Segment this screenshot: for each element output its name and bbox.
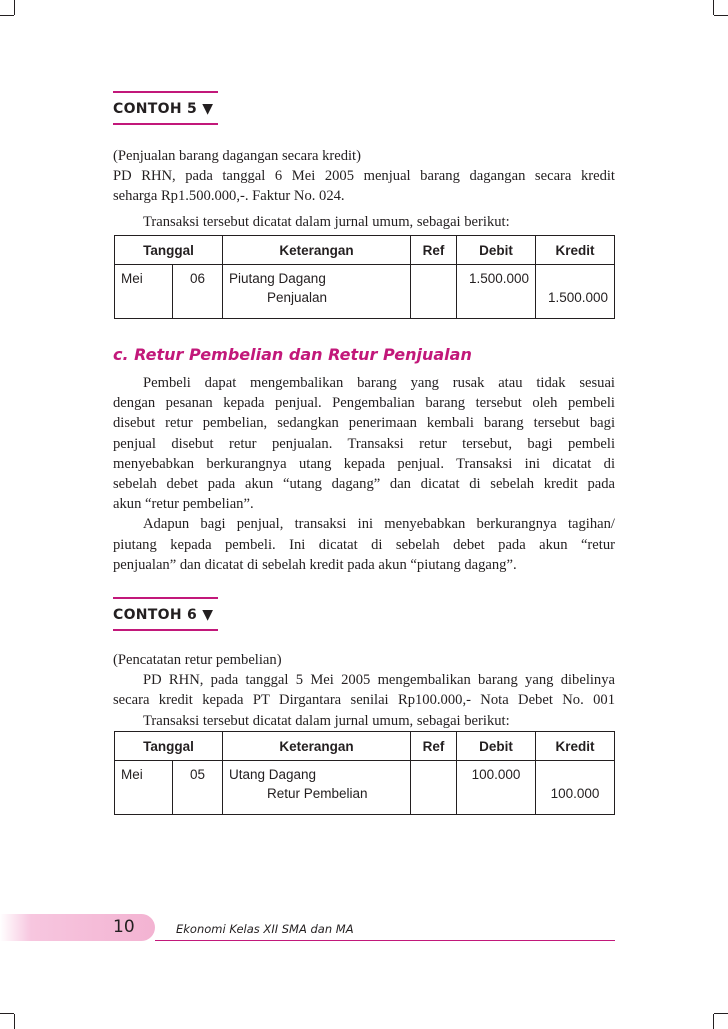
footer-rule	[155, 940, 615, 941]
table-header-row	[115, 732, 615, 761]
header-tanggal: Tanggal	[115, 732, 223, 761]
heading-rule-bottom	[113, 629, 218, 631]
crop-mark-bottom-right-h	[714, 1013, 728, 1014]
crop-mark-top-left-h	[0, 15, 14, 16]
paragraph-line: piutang kepada pembeli. Ini dicatat di sebelah debet pada akun “retur	[113, 536, 615, 553]
header-ref: Ref	[411, 236, 457, 265]
heading-rule-bottom	[113, 123, 218, 125]
paragraph-line: penjualan” dan dicatat di sebelah kredit pada akun “piutang dagang”.	[113, 556, 517, 573]
example-5-intro: Transaksi tersebut dicatat dalam jurnal umum, sebagai berikut:	[143, 214, 510, 230]
debit-account: Piutang Dagang	[229, 271, 326, 286]
header-kredit: Kredit	[536, 732, 615, 761]
journal-table-example-5	[114, 235, 615, 319]
cell-month: Mei	[115, 265, 173, 319]
page-number: 10	[113, 917, 135, 937]
section-c-title: c. Retur Pembelian dan Retur Penjualan	[113, 345, 472, 364]
example-6-heading: CONTOH 6 ▼	[113, 607, 214, 623]
book-title: Ekonomi Kelas XII SMA dan MA	[176, 922, 354, 936]
example-6-line: Transaksi tersebut dicatat dalam jurnal umum, sebagai berikut:	[143, 712, 510, 729]
paragraph-line: disebut retur pembelian, sedangkan penerimaan kembali barang tersebut bagi	[113, 415, 615, 432]
example-5-line: seharga Rp1.500.000,-. Faktur No. 024.	[113, 188, 345, 205]
crop-mark-top-right-h	[714, 15, 728, 16]
credit-amount: 100.000	[550, 786, 600, 801]
crop-mark-bottom-left-h	[0, 1013, 14, 1014]
cell-keterangan	[223, 761, 411, 815]
paragraph-line: akun “retur pembelian”.	[113, 496, 254, 513]
crop-mark-bottom-left-v	[14, 1014, 15, 1029]
cell-debit: 1.500.000	[457, 265, 536, 319]
credit-account: Penjualan	[267, 290, 328, 305]
header-keterangan: Keterangan	[223, 732, 411, 761]
cell-kredit	[536, 761, 615, 815]
example-6-description	[113, 650, 615, 731]
example-6-line: PD RHN, pada tanggal 5 Mei 2005 mengembalikan barang yang dibelinya	[143, 672, 615, 689]
cell-day: 06	[173, 265, 223, 319]
section-c-paragraph-1	[113, 373, 615, 575]
header-debit: Debit	[457, 732, 536, 761]
cell-debit: 100.000	[457, 761, 536, 815]
paragraph-line: dengan pesanan kepada penjual. Pengembalian barang tersebut oleh pembeli	[113, 395, 615, 412]
example-5-intro-block	[113, 212, 615, 232]
cell-kredit	[536, 265, 615, 319]
crop-mark-top-right-v	[713, 0, 714, 15]
example-5-heading: CONTOH 5 ▼	[113, 101, 214, 117]
paragraph-line: Adapun bagi penjual, transaksi ini menyebabkan berkurangnya tagihan/	[143, 516, 615, 533]
credit-amount: 1.500.000	[547, 290, 608, 305]
cell-ref	[411, 265, 457, 319]
header-ref: Ref	[411, 732, 457, 761]
table-row	[115, 265, 615, 319]
example-5-heading-block	[113, 91, 218, 125]
table-row	[115, 761, 615, 815]
crop-mark-bottom-right-v	[713, 1014, 714, 1029]
cell-keterangan	[223, 265, 411, 319]
paragraph-line: menyebabkan berkurangnya utang kepada penjual. Transaksi ini dicatat di	[113, 455, 615, 472]
journal-table-example-6	[114, 731, 615, 815]
header-kredit: Kredit	[536, 236, 615, 265]
header-keterangan: Keterangan	[223, 236, 411, 265]
debit-account: Utang Dagang	[229, 767, 317, 782]
cell-ref	[411, 761, 457, 815]
example-5-description	[113, 146, 615, 207]
cell-month: Mei	[115, 761, 173, 815]
paragraph-line: sebelah debet pada akun “utang dagang” dan dicatat di sebelah kredit pada	[113, 476, 615, 493]
example-6-heading-block	[113, 597, 218, 631]
header-tanggal: Tanggal	[115, 236, 223, 265]
example-5-line: PD RHN, pada tanggal 6 Mei 2005 menjual barang dagangan secara kredit	[113, 168, 615, 185]
paragraph-line: penjual disebut retur penjualan. Transaksi retur tersebut, bagi pembeli	[113, 435, 615, 452]
crop-mark-top-left-v	[14, 0, 15, 15]
credit-account: Retur Pembelian	[267, 786, 368, 801]
example-6-line: secara kredit kepada PT Dirgantara senilai Rp100.000,- Nota Debet No. 001	[113, 692, 615, 709]
table-header-row	[115, 236, 615, 265]
header-debit: Debit	[457, 236, 536, 265]
paragraph-line: Pembeli dapat mengembalikan barang yang rusak atau tidak sesuai	[143, 375, 615, 391]
cell-day: 05	[173, 761, 223, 815]
example-6-line: (Pencatatan retur pembelian)	[113, 652, 282, 668]
example-5-line: (Penjualan barang dagangan secara kredit)	[113, 148, 361, 164]
